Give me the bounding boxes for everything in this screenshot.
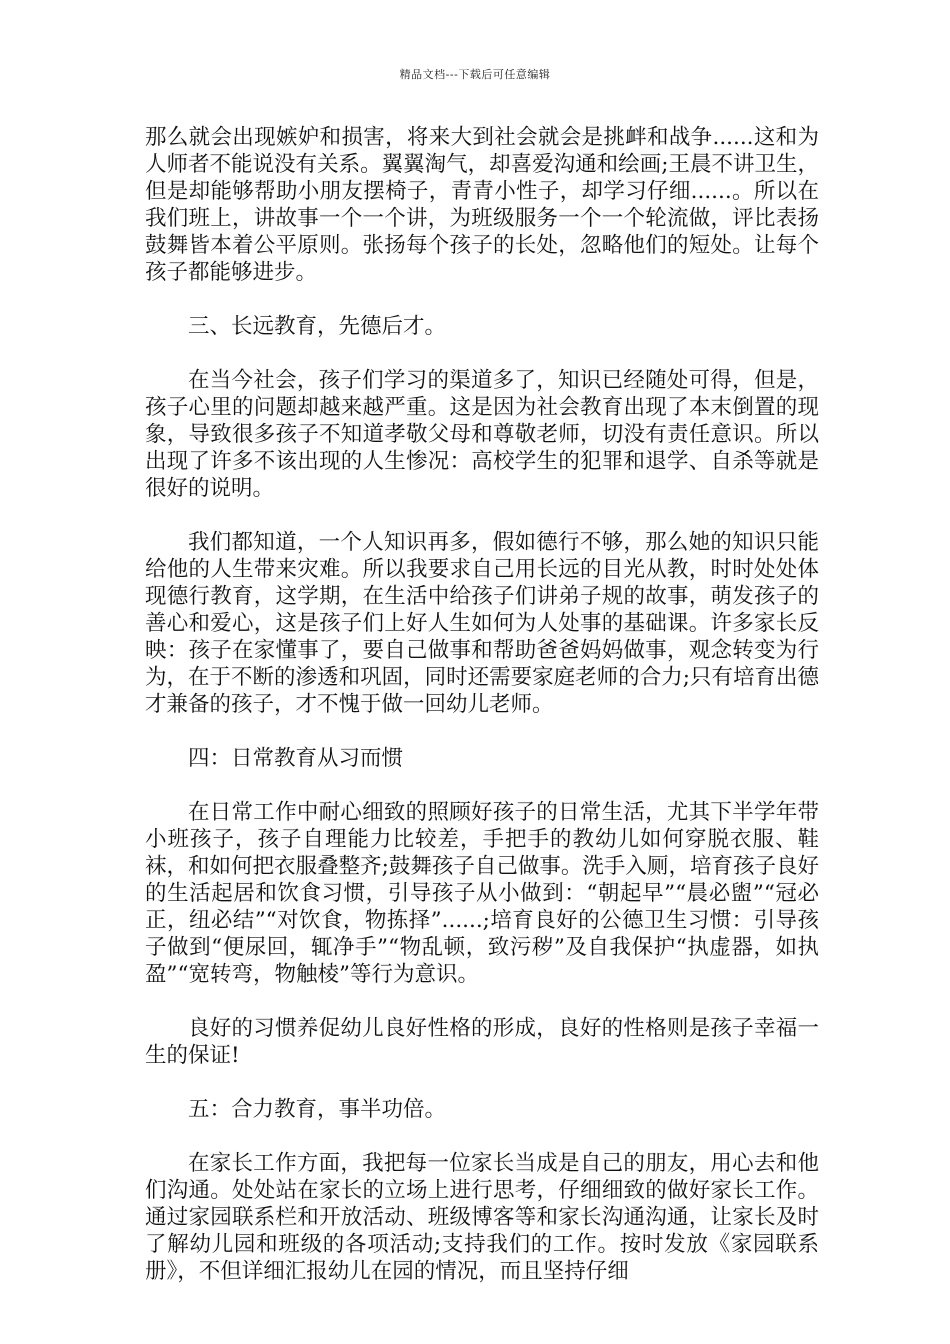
paragraph-gap bbox=[145, 502, 819, 529]
paragraph-gap bbox=[145, 718, 819, 745]
section-heading-3: 三、长远教育，先德后才。 bbox=[188, 314, 447, 339]
section-heading-4: 四：日常教育从习而惯 bbox=[188, 746, 404, 771]
section-heading-5: 五：合力教育，事半功倍。 bbox=[188, 1097, 447, 1122]
paragraph-gap bbox=[145, 1123, 819, 1150]
paragraph-continuation: 那么就会出现嫉妒和损害，将来大到社会就会是挑衅和战争......这和为人师者不能说没有关系。翼翼淘气，却喜爱沟通和绘画;王晨不讲卫生，但是却能够帮助小朋友摆椅子，青青小性子，却学习仔细......。所以在我们班上，讲故事一个一个讲，为班级服务一个一个轮流做，评比表扬鼓舞皆本着公平原则。张扬每个孩子的长处，忽略他们的短处。让每个孩子都能够进步。 bbox=[145, 125, 819, 285]
paragraph-virtue: 我们都知道，一个人知识再多，假如德行不够，那么她的知识只能给他的人生带来灾难。所以我要求自己用长远的目光从教，时时处处体现德行教育，这学期，在生活中给孩子们讲弟子规的故事，萌发孩子的善心和爱心，这是孩子们上好人生如何为人处事的基础课。许多家长反映：孩子在家懂事了，要自己做事和帮助爸爸妈妈做事，观念转变为行为，在于不断的渗透和巩固，同时还需要家庭老师的合力;只有培育出德才兼备的孩子，才不愧于做一回幼儿老师。 bbox=[145, 530, 819, 717]
paragraph-parents: 在家长工作方面，我把每一位家长当成是自己的朋友，用心去和他们沟通。处处站在家长的立场上进行思考，仔细细致的做好家长工作。通过家园联系栏和开放活动、班级博客等和家长沟通沟通，让家长及时了解幼儿园和班级的各项活动;支持我们的工作。按时发放《家园联系册》，不但详细汇报幼儿在园的情况，而且坚持仔细 bbox=[145, 1151, 819, 1284]
paragraph-gap bbox=[145, 772, 819, 799]
paragraph-habits: 良好的习惯养促幼儿良好性格的形成，良好的性格则是孩子幸福一生的保证! bbox=[145, 1016, 819, 1068]
page-header-watermark: 精品文档---下载后可任意编辑 bbox=[399, 68, 551, 81]
paragraph-gap bbox=[145, 1069, 819, 1096]
paragraph-society: 在当今社会，孩子们学习的渠道多了，知识已经随处可得，但是，孩子心里的问题却越来越严重。这是因为社会教育出现了本末倒置的现象，导致很多孩子不知道孝敬父母和尊敬老师，切没有责任意识。所以出现了许多不该出现的人生惨况：高校学生的犯罪和退学、自杀等就是很好的说明。 bbox=[145, 368, 819, 501]
document-body bbox=[145, 124, 819, 1285]
paragraph-gap bbox=[145, 340, 819, 367]
paragraph-gap bbox=[145, 988, 819, 1015]
paragraph-gap bbox=[145, 286, 819, 313]
paragraph-daily-care: 在日常工作中耐心细致的照顾好孩子的日常生活，尤其下半学年带小班孩子，孩子自理能力比较差，手把手的教幼儿如何穿脱衣服、鞋袜，和如何把衣服叠整齐;鼓舞孩子自己做事。洗手入厕，培育孩子良好的生活起居和饮食习惯，引导孩子从小做到：“朝起早”“晨必盥”“冠必正，纽必结”“对饮食，物拣择”......;培育良好的公德卫生习惯：引导孩子做到“便尿回，辄净手”“物乱顿，致污秽”及自我保护“执虚器，如执盈”“宽转弯，物触棱”等行为意识。 bbox=[145, 800, 819, 987]
